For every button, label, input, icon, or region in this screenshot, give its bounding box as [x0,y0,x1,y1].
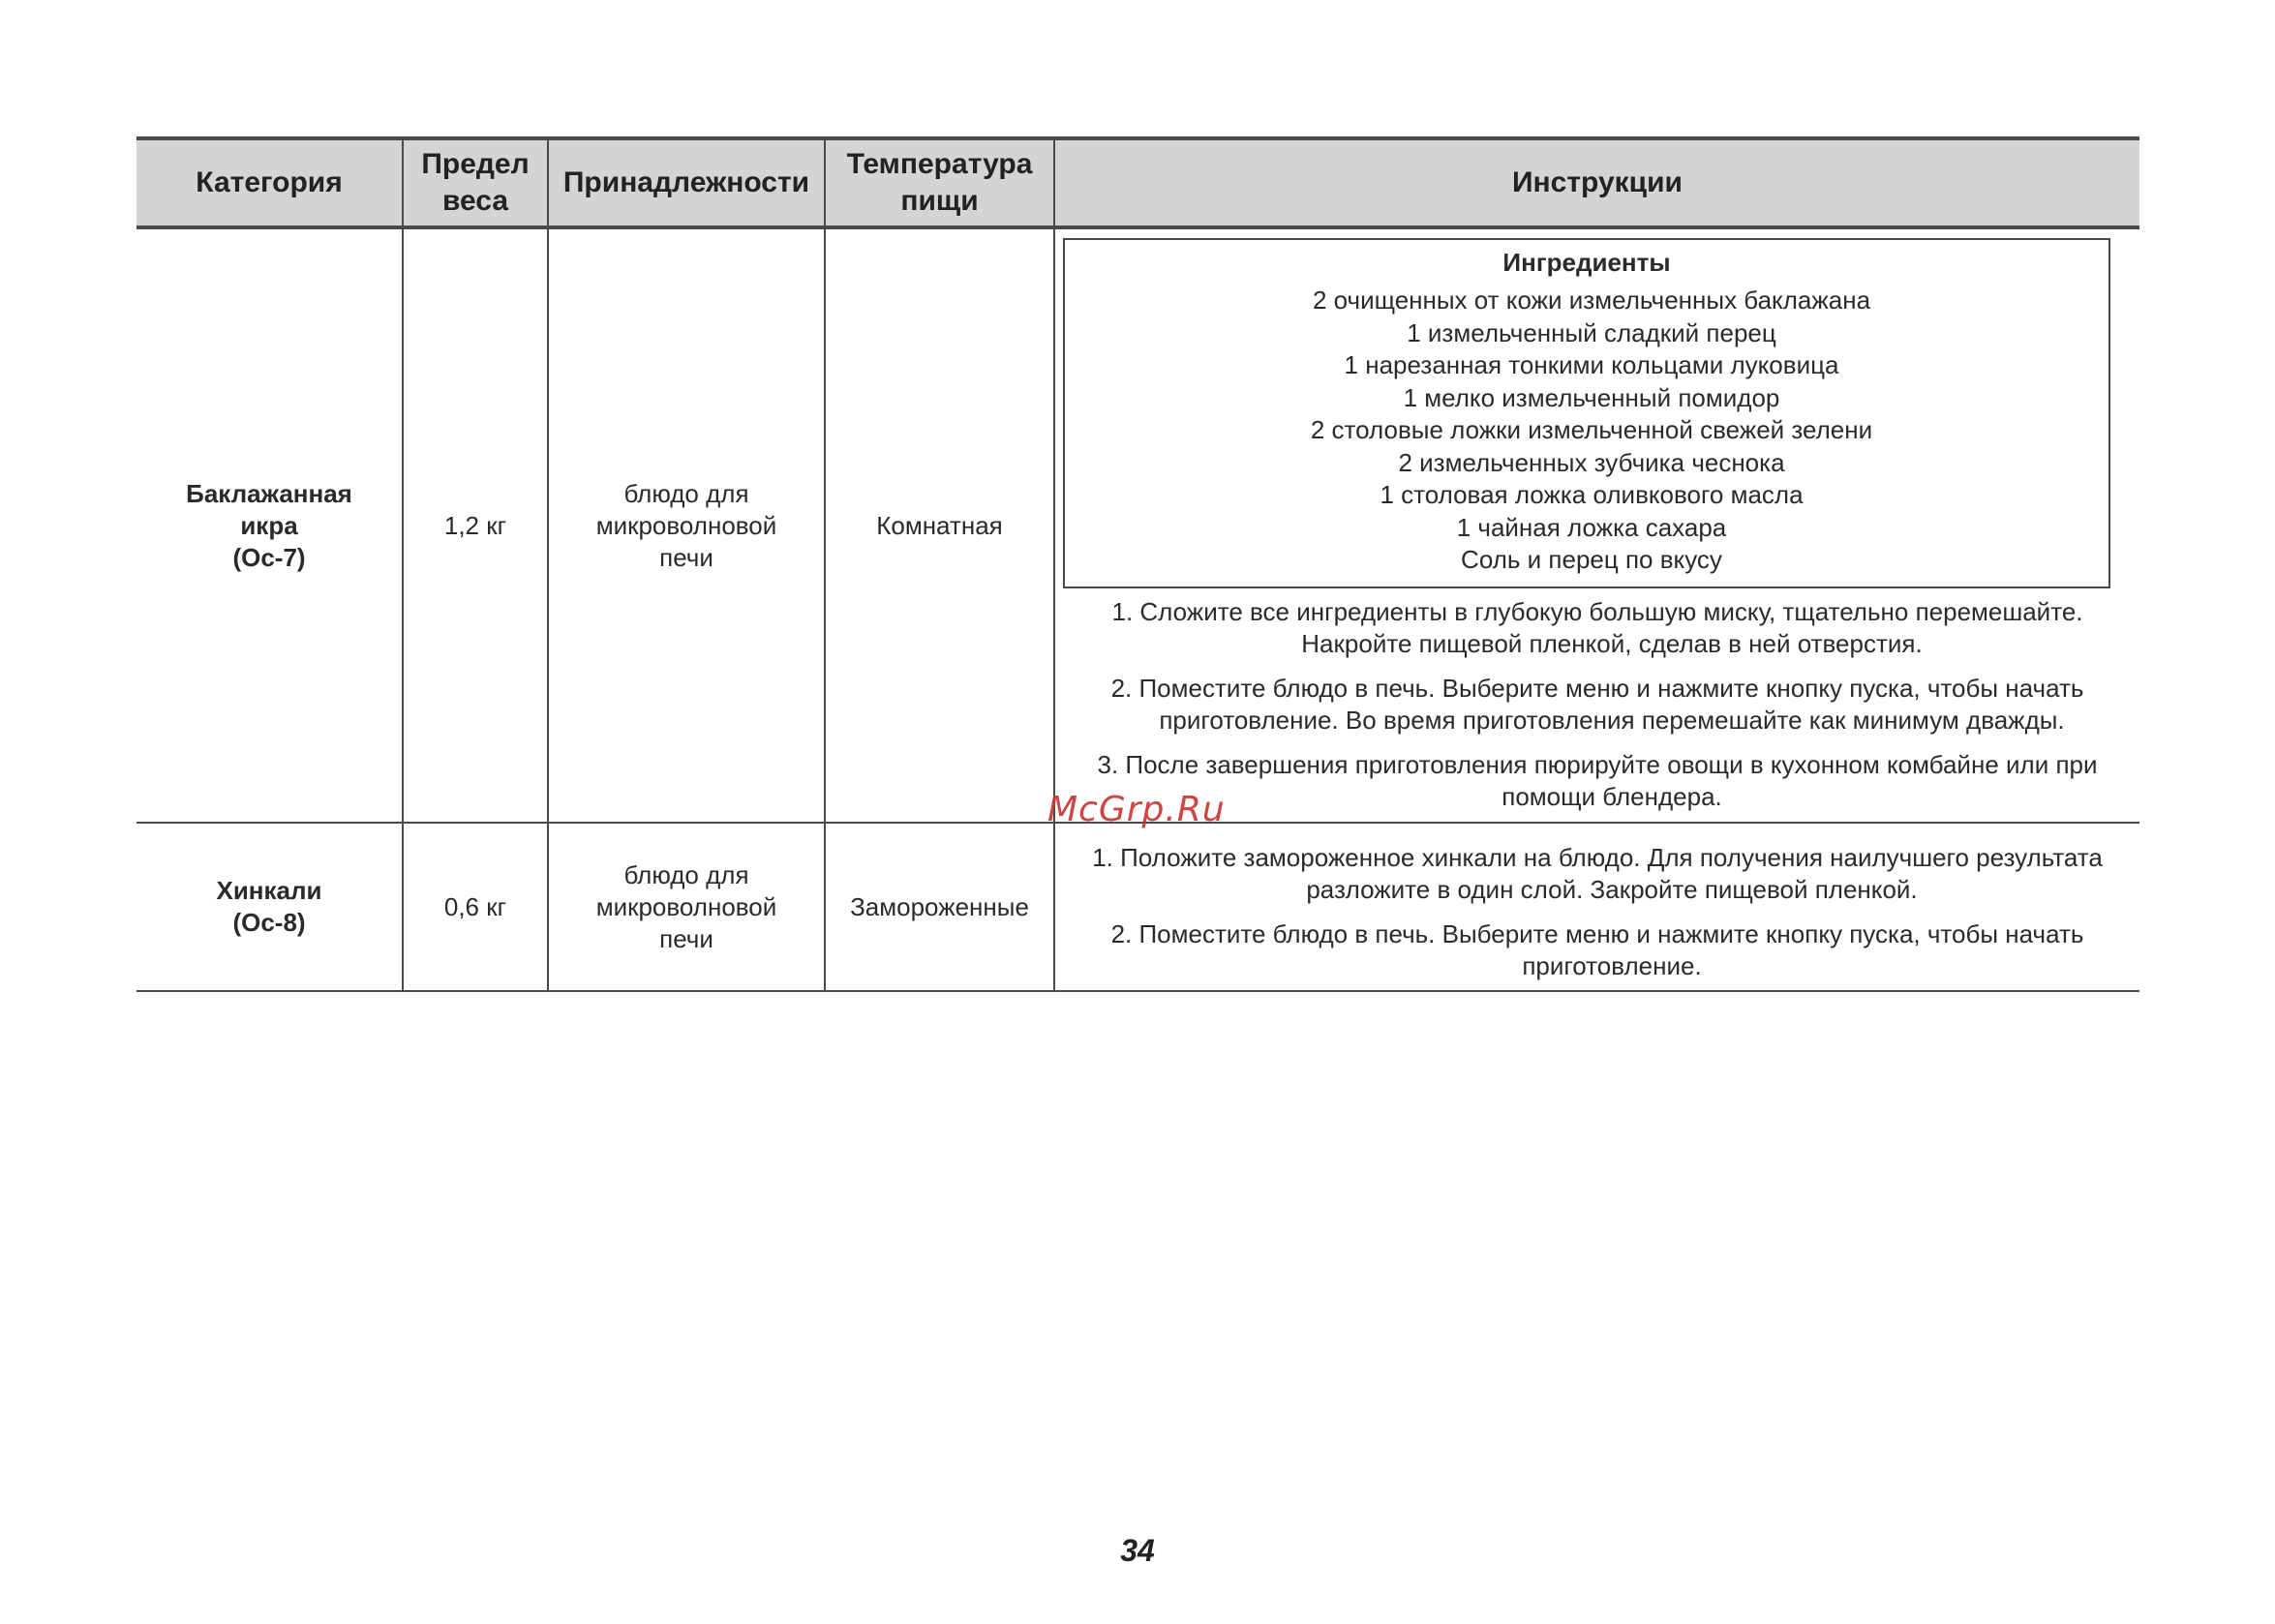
cell-temperature: Замороженные [825,823,1054,991]
header-accessories: Принадлежности [548,138,825,227]
watermark: McGrp.Ru [1047,790,1226,829]
list-item: 2. Поместите блюдо в печь. Выберите меню и нажмите кнопку пуска, чтобы начать приготовление. Во время приготовления перемешайте как минимум дважды. [1110,673,2084,735]
header-instructions: Инструкции [1054,138,2139,227]
header-temp-line-1: Температура [846,148,1033,180]
cell-weight: 1,2 кг [403,227,548,823]
table-header-row [136,138,2139,227]
list-item: 1 столовая ложка оливкового масла [1380,480,1804,510]
cell-instructions [1054,823,2139,991]
page-number: 34 [1120,1533,1155,1568]
header-weight-line-1: Предел [421,148,530,180]
cell-weight: 0,6 кг [403,823,548,991]
list-item: Соль и перец по вкусу [1461,545,1722,575]
cell-category: Баклажанная икра (Oc-7) [136,227,403,823]
list-item: 1 нарезанная тонкими кольцами луковица [1344,350,1839,380]
instruction-steps [1063,842,2132,982]
list-item: 2 измельченных зубчика чеснока [1398,447,1785,477]
table-row [136,823,2139,991]
list-item: 3. После завершения приготовления пюрируйте овощи в кухонном комбайне или при помощи блендера. [1097,749,2098,811]
header-weight-limit [403,138,548,227]
instruction-steps [1063,596,2132,813]
ingredients-title: Ингредиенты [1502,248,1671,278]
header-food-temperature [825,138,1054,227]
list-item: 1. Сложите все ингредиенты в глубокую большую миску, тщательно перемешайте. Накройте пищевой пленкой, сделав в ней отверстия. [1111,596,2083,658]
list-item: 2 очищенных от кожи измельченных баклажана [1312,286,1871,316]
cell-accessory: блюдо для микроволновой печи [548,227,825,823]
list-item: 1. Положите замороженное хинкали на блюдо. Для получения наилучшего результата разложите в один слой. Закройте пищевой пленкой. [1092,842,2103,904]
cell-instructions [1054,227,2139,823]
header-weight-line-2: веса [441,185,509,217]
auto-cook-table [136,136,2139,992]
header-category: Категория [136,138,403,227]
list-item: 1 мелко измельченный помидор [1403,382,1780,412]
cell-category: Хинкали (Oc-8) [136,823,403,991]
list-item: 1 измельченный сладкий перец [1407,317,1776,347]
cell-temperature: Комнатная [825,227,1054,823]
table-row [136,227,2139,823]
ingredients-box [1063,238,2110,588]
list-item: 2. Поместите блюдо в печь. Выберите меню и нажмите кнопку пуска, чтобы начать приготовление. [1110,918,2084,980]
list-item: 1 чайная ложка сахара [1456,512,1727,542]
cell-accessory: блюдо для микроволновой печи [548,823,825,991]
list-item: 2 столовые ложки измельченной свежей зелени [1310,415,1873,445]
header-temp-line-2: пищи [900,185,979,217]
ingredients-list [1077,285,2097,577]
